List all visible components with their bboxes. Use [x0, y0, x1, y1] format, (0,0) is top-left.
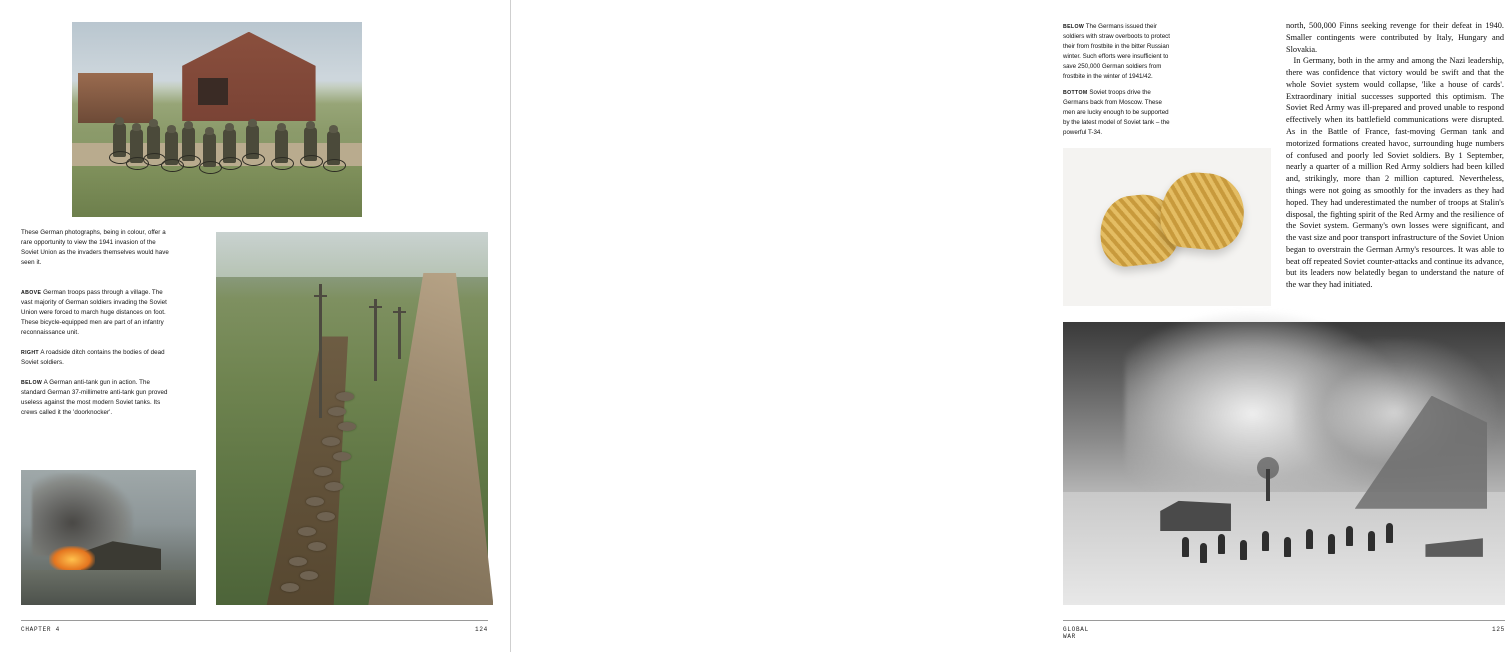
- caption-right-lead: RIGHT: [21, 350, 39, 356]
- body-paragraph-1: north, 500,000 Finns seeking revenge for their defeat in 1940. Smaller contingents were contributed by Italy, Hungary and Slovakia.: [1286, 21, 1504, 54]
- caption-right-bottom-text: Soviet troops drive the Germans back from Moscow. These men are lucky enough to be supported by the latest model of Soviet tank – the powerful T-34.: [1063, 89, 1170, 137]
- caption-right: [21, 348, 171, 368]
- marching-figure: [1306, 529, 1313, 549]
- fallen-soldier: [333, 452, 351, 461]
- caption-above-text: German troops pass through a village. The vast majority of German soldiers invading the Soviet Union were forced to march huge distances on foot. These bicycle-equipped men are part of an infantry reconnaissance unit.: [21, 289, 167, 337]
- cyclist-figure: [182, 127, 195, 161]
- marching-figure: [1218, 534, 1225, 554]
- fallen-soldier: [317, 512, 335, 521]
- village-house: [182, 32, 315, 122]
- marching-figure: [1386, 523, 1393, 543]
- caption-right-bottom-lead: BOTTOM: [1063, 90, 1088, 96]
- german-antitank-gun-photo: [21, 470, 196, 605]
- marching-figure: [1346, 526, 1353, 546]
- caption-right-bottom: [1063, 88, 1173, 138]
- caption-right-below-lead: BELOW: [1063, 24, 1085, 30]
- caption-right-below: [1063, 22, 1173, 82]
- fallen-soldier: [314, 467, 332, 476]
- body-paragraph-2: In Germany, both in the army and among the Nazi leadership, there was confidence that victory would be swift and that the whole Soviet system would collapse, 'like a house of cards'. Extraordinary initial successes supported this optimism. The Soviet Red Army was ill-prepared and proved unable to respond effectively when its battlefield communications were disrupted. As in the Battle of France, fast-moving German tank and motorized formations created havoc, surrounding huge numbers of confused and poorly led Soviet soldiers. By 1 September, nearly a quarter of a million Red Army soldiers had been killed and, strikingly, more than 2 million captured. Nevertheless, things were not going as smoothly for the invaders as they had hoped. They had underestimated the number of troops at Stalin's disposal, the fighting spirit of the Red Army and the resilience of the Soviet system. Germany's own losses were significant, and the vast size and poor transport infrastructure of the Soviet Union began to overstrain the German Army's resources. It was able to beat off repeated Soviet counter-attacks and continue its advance, but its leaders now belatedly began to understand the nature of the war they had initiated.: [1286, 56, 1504, 290]
- caption-below-text: A German anti-tank gun in action. The standard German 37-millimetre anti-tank gun proved useless against the most modern Soviet tanks. Its crews called it the 'doorknocker'.: [21, 379, 168, 417]
- fallen-soldier: [338, 422, 356, 431]
- left-page: [0, 0, 510, 652]
- marching-figure: [1182, 537, 1189, 557]
- bare-tree: [1266, 469, 1270, 501]
- left-folio-chapter: CHAPTER 4: [21, 626, 60, 633]
- cyclist-figure: [246, 125, 259, 159]
- fallen-soldier: [308, 542, 326, 551]
- caption-intro-text: These German photographs, being in colour, offer a rare opportunity to view the 1941 invasion of the Soviet Union as the invaders themselves would have seen it.: [21, 229, 169, 267]
- roadside-ditch-bodies-photo: [216, 232, 488, 605]
- cyclist-figure: [130, 129, 143, 163]
- telegraph-pole: [398, 307, 401, 359]
- right-folio-section: GLOBAL WAR: [1063, 626, 1089, 640]
- marching-figure: [1240, 540, 1247, 560]
- marching-figure: [1328, 534, 1335, 554]
- left-page-number: 124: [475, 626, 488, 633]
- village-shed: [78, 73, 153, 124]
- fallen-soldier: [289, 557, 307, 566]
- cyclist-figure: [203, 133, 216, 167]
- cyclist-figure: [147, 125, 160, 159]
- cyclist-figure: [304, 127, 317, 161]
- marching-figure: [1368, 531, 1375, 551]
- right-footer-rule: [1063, 620, 1505, 621]
- caption-below-lead: BELOW: [21, 380, 43, 386]
- telegraph-pole: [374, 299, 377, 381]
- foreground-ground: [21, 570, 196, 605]
- left-footer-rule: [21, 620, 488, 621]
- cyclist-figure: [223, 129, 236, 163]
- caption-below: [21, 378, 171, 418]
- caption-right-text: A roadside ditch contains the bodies of dead Soviet soldiers.: [21, 349, 165, 367]
- body-text-column: [1286, 20, 1504, 291]
- fallen-soldier: [306, 497, 324, 506]
- telegraph-pole: [319, 284, 322, 418]
- straw-overboots-photo: [1063, 148, 1271, 306]
- caption-above: [21, 288, 171, 338]
- fallen-soldier: [281, 583, 299, 592]
- sky-band: [216, 232, 488, 277]
- cyclist-figure: [327, 131, 340, 165]
- german-cyclists-village-photo: [72, 22, 362, 217]
- right-page-number: 125: [1492, 626, 1505, 633]
- marching-figure: [1262, 531, 1269, 551]
- caption-right-below-text: The Germans issued their soldiers with straw overboots to protect their from frostbite in the bitter Russian winter. Such efforts were insufficient to save 250,000 German soldiers from frostbite in the winter of 1941/42.: [1063, 23, 1170, 81]
- village-grass: [72, 166, 362, 217]
- marching-figure: [1284, 537, 1291, 557]
- cyclist-figure: [275, 129, 288, 163]
- marching-figure: [1200, 543, 1207, 563]
- muzzle-flame: [49, 546, 95, 573]
- cyclist-figure: [113, 123, 126, 157]
- soviet-counterattack-photo: [1063, 322, 1505, 605]
- dirt-track: [368, 273, 493, 605]
- straw-overboot-right: [1158, 170, 1247, 253]
- fallen-soldier: [325, 482, 343, 491]
- caption-above-lead: ABOVE: [21, 290, 42, 296]
- caption-intro: [21, 228, 171, 268]
- fallen-soldier: [298, 527, 316, 536]
- cyclist-figure: [165, 131, 178, 165]
- right-page: [511, 0, 1505, 652]
